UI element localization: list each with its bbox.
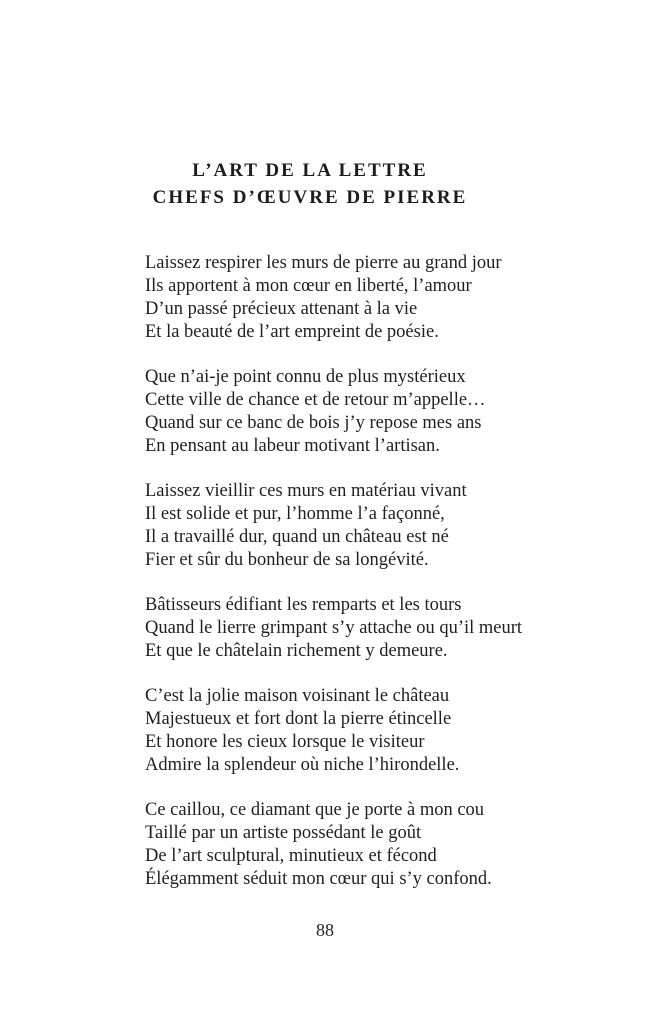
poem-line: Fier et sûr du bonheur de sa longévité.	[145, 550, 429, 570]
poem-line: Et que le châtelain richement y demeure.	[145, 641, 448, 661]
poem-line: Quand sur ce banc de bois j’y repose mes ans	[145, 413, 482, 433]
poem-line: Que n’ai-je point connu de plus mystérieux	[145, 367, 466, 387]
poem-title-line2: CHEFS D’ŒUVRE DE PIERRE	[152, 187, 468, 208]
poem-line: Laissez vieillir ces murs en matériau vivant	[145, 481, 467, 501]
poem-line: Ils apportent à mon cœur en liberté, l’amour	[145, 276, 472, 296]
poem-line: D’un passé précieux attenant à la vie	[145, 299, 418, 319]
poem-line: Cette ville de chance et de retour m’appelle…	[145, 390, 486, 410]
poem-line: Ce caillou, ce diamant que je porte à mon cou	[145, 800, 485, 820]
poem-line: Laissez respirer les murs de pierre au grand jour	[145, 253, 502, 273]
poem-stanza-3	[145, 480, 615, 572]
poem-title	[145, 157, 475, 211]
poem-line: Et la beauté de l’art empreint de poésie.	[145, 322, 439, 342]
poem-body	[145, 252, 615, 913]
poem-line: Il est solide et pur, l’homme l’a façonné,	[145, 504, 445, 524]
poem-line: Quand le lierre grimpant s’y attache ou qu’il meurt	[145, 618, 523, 638]
poem-line: De l’art sculptural, minutieux et fécond	[145, 846, 437, 866]
poem-line: Bâtisseurs édifiant les remparts et les tours	[145, 595, 462, 615]
poem-title-line1: L’ART DE LA LETTRE	[192, 160, 428, 181]
poem-line: Et honore les cieux lorsque le visiteur	[145, 732, 425, 752]
poem-stanza-2	[145, 366, 615, 458]
poem-stanza-5	[145, 685, 615, 777]
poem-line: Élégamment séduit mon cœur qui s’y confond.	[145, 869, 492, 889]
poem-line: C’est la jolie maison voisinant le château	[145, 686, 450, 706]
poem-line: Il a travaillé dur, quand un château est né	[145, 527, 449, 547]
poem-stanza-4	[145, 594, 615, 663]
poem-stanza-6	[145, 799, 615, 891]
page-number: 88	[316, 920, 334, 940]
poem-line: En pensant au labeur motivant l’artisan.	[145, 436, 440, 456]
poem-line: Admire la splendeur où niche l’hirondelle.	[145, 755, 460, 775]
poem-line: Majestueux et fort dont la pierre étincelle	[145, 709, 452, 729]
poem-stanza-1	[145, 252, 615, 344]
poem-line: Taillé par un artiste possédant le goût	[145, 823, 422, 843]
